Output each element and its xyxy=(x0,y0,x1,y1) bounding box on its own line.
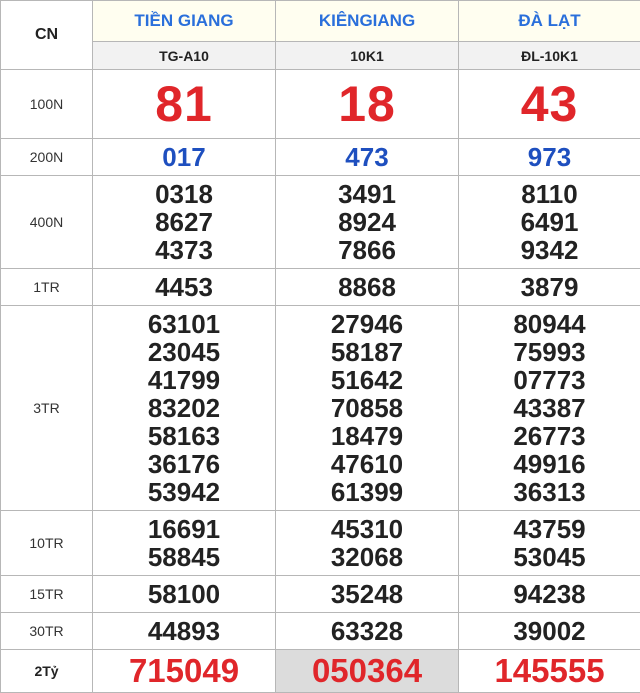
prize-value: 8110 xyxy=(459,180,640,208)
prize-value: 63101 xyxy=(93,310,275,338)
prize-value: 43759 xyxy=(459,515,640,543)
prize-value: 45310 xyxy=(276,515,458,543)
prize-value: 16691 xyxy=(93,515,275,543)
prize-value: 43387 xyxy=(459,394,640,422)
prize-row-special xyxy=(1,650,640,693)
prize-value: 49916 xyxy=(459,450,640,478)
special-prize-value: 050364 xyxy=(276,650,459,693)
prize-value: 3491 xyxy=(276,180,458,208)
prize-value: 47610 xyxy=(276,450,458,478)
prize-value: 32068 xyxy=(276,543,458,571)
prize-row-3tr xyxy=(1,306,640,511)
prize-label: 2Tỷ xyxy=(1,650,93,693)
prize-value: 0318 xyxy=(93,180,275,208)
prize-value: 8627 xyxy=(93,208,275,236)
prize-label: 30TR xyxy=(1,613,93,650)
prize-value: 8868 xyxy=(276,269,459,306)
prize-value: 63328 xyxy=(276,613,459,650)
prize-value: 3879 xyxy=(459,269,640,306)
prize-value: 58845 xyxy=(93,543,275,571)
prize-value: 23045 xyxy=(93,338,275,366)
prize-value: 4373 xyxy=(93,236,275,264)
prize-value: 53045 xyxy=(459,543,640,571)
prize-value: 43 xyxy=(459,70,640,139)
prize-value: 7866 xyxy=(276,236,458,264)
prize-value: 83202 xyxy=(93,394,275,422)
prize-value: 07773 xyxy=(459,366,640,394)
prize-row-100n xyxy=(1,70,640,139)
prize-value: 58100 xyxy=(93,576,276,613)
prize-label: 200N xyxy=(1,139,93,176)
province-name-1[interactable]: TIỀN GIANG xyxy=(93,1,276,42)
prize-value: 75993 xyxy=(459,338,640,366)
prize-value: 39002 xyxy=(459,613,640,650)
prize-value: 26773 xyxy=(459,422,640,450)
day-label: CN xyxy=(1,1,93,70)
prize-row-400n xyxy=(1,176,640,269)
province-name-3[interactable]: ĐÀ LẠT xyxy=(459,1,640,42)
prize-value: 36313 xyxy=(459,478,640,506)
code-row xyxy=(1,42,640,70)
prize-label: 100N xyxy=(1,70,93,139)
prize-value: 017 xyxy=(93,139,276,176)
province-name-2[interactable]: KIÊNGIANG xyxy=(276,1,459,42)
prize-row-10tr xyxy=(1,511,640,576)
prize-label: 1TR xyxy=(1,269,93,306)
prize-cell xyxy=(276,306,459,511)
prize-row-15tr xyxy=(1,576,640,613)
prize-value: 81 xyxy=(93,70,276,139)
prize-cell xyxy=(459,176,640,269)
prize-value: 41799 xyxy=(93,366,275,394)
prize-value: 8924 xyxy=(276,208,458,236)
prize-value: 70858 xyxy=(276,394,458,422)
header-row xyxy=(1,1,640,42)
prize-label: 15TR xyxy=(1,576,93,613)
prize-value: 44893 xyxy=(93,613,276,650)
prize-value: 973 xyxy=(459,139,640,176)
prize-value: 51642 xyxy=(276,366,458,394)
special-prize-value: 715049 xyxy=(93,650,276,693)
prize-label: 10TR xyxy=(1,511,93,576)
prize-value: 18479 xyxy=(276,422,458,450)
prize-label: 3TR xyxy=(1,306,93,511)
prize-row-200n xyxy=(1,139,640,176)
prize-value: 36176 xyxy=(93,450,275,478)
ticket-code-1: TG-A10 xyxy=(93,42,276,70)
prize-value: 58163 xyxy=(93,422,275,450)
prize-value: 6491 xyxy=(459,208,640,236)
prize-cell xyxy=(459,511,640,576)
prize-value: 9342 xyxy=(459,236,640,264)
prize-value: 35248 xyxy=(276,576,459,613)
special-prize-value: 145555 xyxy=(459,650,640,693)
prize-cell xyxy=(93,511,276,576)
prize-value: 58187 xyxy=(276,338,458,366)
ticket-code-2: 10K1 xyxy=(276,42,459,70)
prize-row-1tr xyxy=(1,269,640,306)
prize-cell xyxy=(276,511,459,576)
prize-value: 53942 xyxy=(93,478,275,506)
prize-cell xyxy=(276,176,459,269)
prize-value: 61399 xyxy=(276,478,458,506)
prize-row-30tr xyxy=(1,613,640,650)
ticket-code-3: ĐL-10K1 xyxy=(459,42,640,70)
prize-cell xyxy=(459,306,640,511)
prize-value: 4453 xyxy=(93,269,276,306)
prize-label: 400N xyxy=(1,176,93,269)
prize-value: 473 xyxy=(276,139,459,176)
prize-cell xyxy=(93,306,276,511)
prize-value: 27946 xyxy=(276,310,458,338)
prize-value: 80944 xyxy=(459,310,640,338)
prize-cell xyxy=(93,176,276,269)
prize-value: 18 xyxy=(276,70,459,139)
prize-value: 94238 xyxy=(459,576,640,613)
